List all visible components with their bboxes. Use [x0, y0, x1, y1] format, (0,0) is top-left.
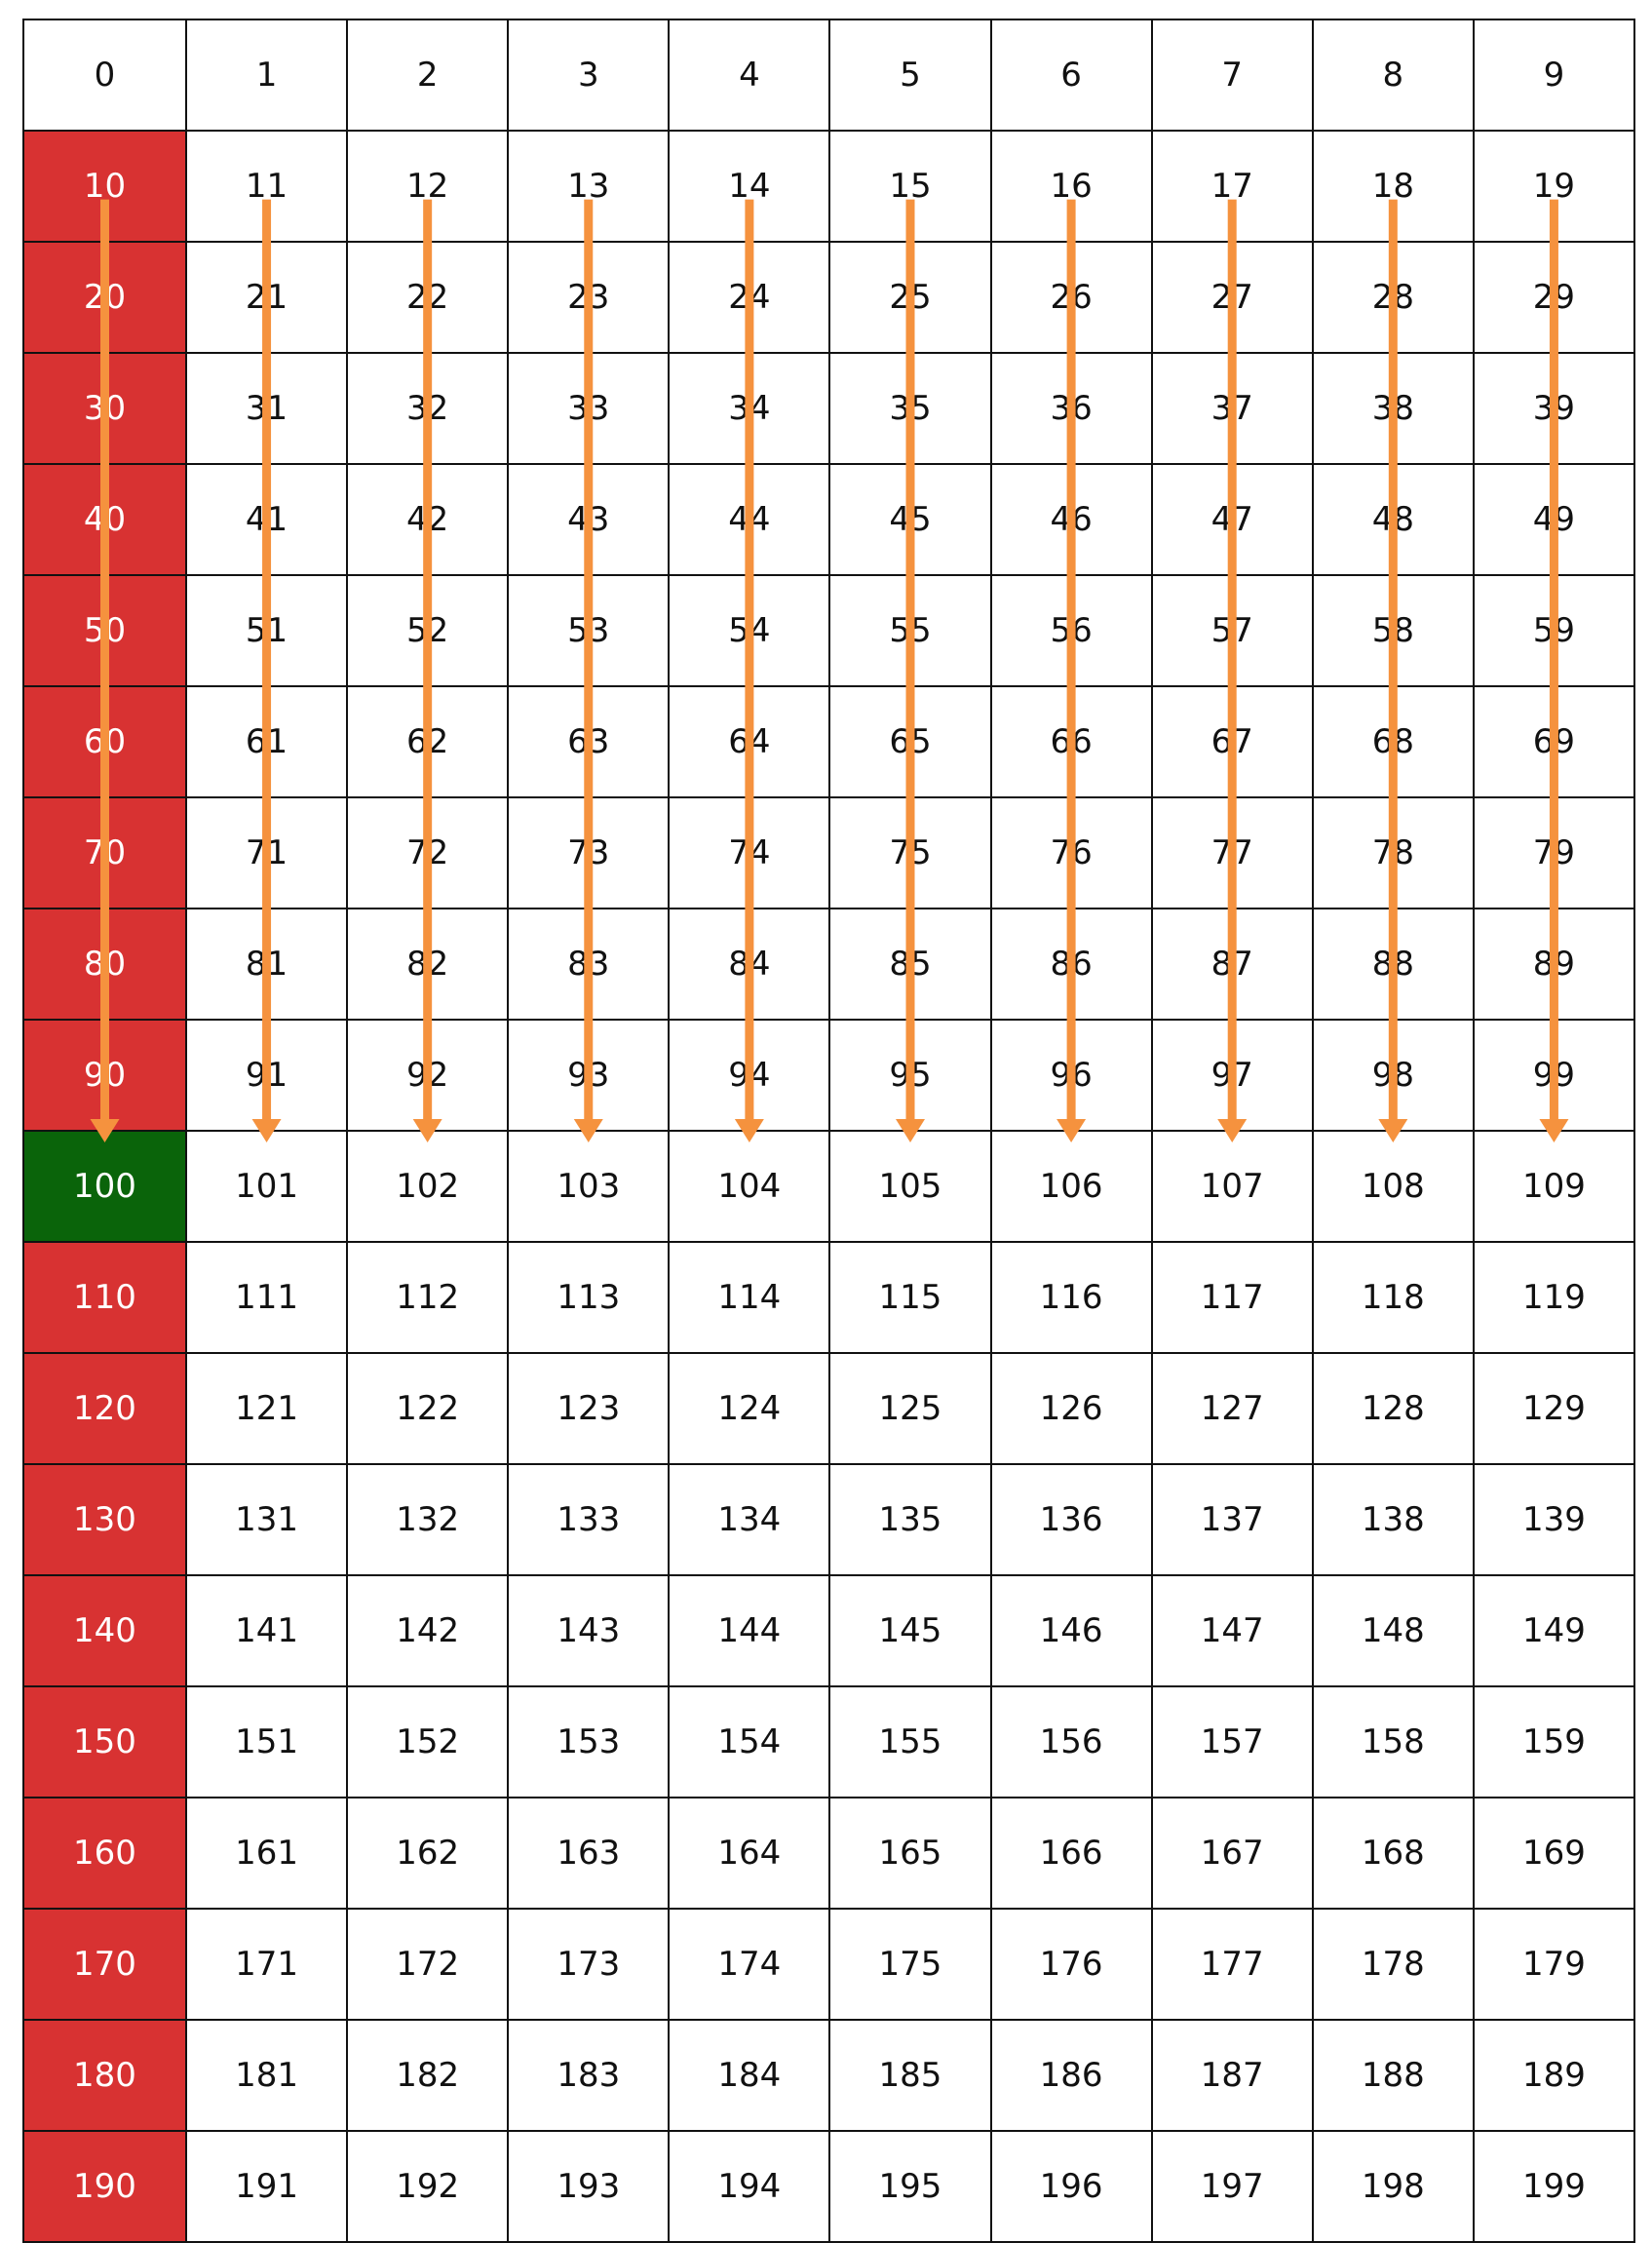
grid-cell: 24	[669, 242, 829, 353]
grid-cell: 99	[1474, 1020, 1634, 1131]
grid-cell: 72	[347, 797, 508, 909]
grid-cell: 152	[347, 1686, 508, 1798]
grid-row	[23, 686, 1634, 797]
grid-cell: 55	[829, 575, 990, 686]
grid-cell: 147	[1152, 1575, 1313, 1686]
grid-cell: 95	[829, 1020, 990, 1131]
grid-cell: 65	[829, 686, 990, 797]
grid-row	[23, 131, 1634, 242]
decade-cell: 40	[23, 464, 186, 575]
grid-cell: 191	[186, 2131, 347, 2242]
decade-cell: 50	[23, 575, 186, 686]
grid-cell: 32	[347, 353, 508, 464]
grid-cell: 66	[991, 686, 1152, 797]
grid-cell: 102	[347, 1131, 508, 1242]
grid-cell: 173	[508, 1909, 669, 2020]
grid-cell: 11	[186, 131, 347, 242]
grid-cell: 155	[829, 1686, 990, 1798]
grid-cell: 7	[1152, 19, 1313, 131]
decade-cell: 60	[23, 686, 186, 797]
grid-cell: 64	[669, 686, 829, 797]
grid-cell: 196	[991, 2131, 1152, 2242]
grid-header-row	[23, 19, 1634, 131]
grid-cell: 158	[1313, 1686, 1474, 1798]
grid-cell: 183	[508, 2020, 669, 2131]
grid-cell: 19	[1474, 131, 1634, 242]
grid-cell: 54	[669, 575, 829, 686]
grid-cell: 153	[508, 1686, 669, 1798]
grid-row	[23, 2020, 1634, 2131]
grid-cell: 169	[1474, 1798, 1634, 1909]
grid-cell: 194	[669, 2131, 829, 2242]
grid-cell: 58	[1313, 575, 1474, 686]
grid-row	[23, 1020, 1634, 1131]
grid-cell: 21	[186, 242, 347, 353]
grid-cell: 136	[991, 1464, 1152, 1575]
grid-cell: 76	[991, 797, 1152, 909]
grid-cell: 199	[1474, 2131, 1634, 2242]
grid-cell: 133	[508, 1464, 669, 1575]
grid-cell: 87	[1152, 909, 1313, 1020]
decade-cell: 20	[23, 242, 186, 353]
grid-cell: 187	[1152, 2020, 1313, 2131]
grid-cell: 91	[186, 1020, 347, 1131]
grid-cell: 122	[347, 1353, 508, 1464]
decade-cell: 170	[23, 1909, 186, 2020]
grid-cell: 18	[1313, 131, 1474, 242]
grid-cell: 43	[508, 464, 669, 575]
grid-cell: 154	[669, 1686, 829, 1798]
grid-cell: 107	[1152, 1131, 1313, 1242]
grid-cell: 82	[347, 909, 508, 1020]
grid-cell: 174	[669, 1909, 829, 2020]
grid-cell: 1	[186, 19, 347, 131]
decade-cell: 120	[23, 1353, 186, 1464]
grid-cell: 75	[829, 797, 990, 909]
grid-cell: 145	[829, 1575, 990, 1686]
grid-row	[23, 797, 1634, 909]
grid-cell: 97	[1152, 1020, 1313, 1131]
grid-cell: 166	[991, 1798, 1152, 1909]
grid-cell: 116	[991, 1242, 1152, 1353]
grid-cell: 121	[186, 1353, 347, 1464]
grid-cell: 57	[1152, 575, 1313, 686]
grid-cell: 132	[347, 1464, 508, 1575]
grid-cell: 89	[1474, 909, 1634, 1020]
grid-cell: 78	[1313, 797, 1474, 909]
number-grid-body	[23, 19, 1634, 2242]
grid-cell: 12	[347, 131, 508, 242]
grid-cell: 23	[508, 242, 669, 353]
grid-cell: 193	[508, 2131, 669, 2242]
grid-cell: 164	[669, 1798, 829, 1909]
grid-cell: 93	[508, 1020, 669, 1131]
grid-row	[23, 909, 1634, 1020]
grid-cell: 5	[829, 19, 990, 131]
grid-cell: 46	[991, 464, 1152, 575]
grid-cell: 135	[829, 1464, 990, 1575]
grid-cell: 14	[669, 131, 829, 242]
decade-cell: 150	[23, 1686, 186, 1798]
grid-cell: 45	[829, 464, 990, 575]
grid-cell: 3	[508, 19, 669, 131]
grid-cell: 127	[1152, 1353, 1313, 1464]
grid-row	[23, 1909, 1634, 2020]
grid-cell: 92	[347, 1020, 508, 1131]
grid-cell: 47	[1152, 464, 1313, 575]
grid-cell: 79	[1474, 797, 1634, 909]
grid-cell: 138	[1313, 1464, 1474, 1575]
grid-cell: 144	[669, 1575, 829, 1686]
grid-cell: 159	[1474, 1686, 1634, 1798]
grid-cell: 197	[1152, 2131, 1313, 2242]
grid-cell: 189	[1474, 2020, 1634, 2131]
grid-row	[23, 1131, 1634, 1242]
grid-cell: 175	[829, 1909, 990, 2020]
number-grid	[22, 19, 1635, 2243]
grid-cell: 125	[829, 1353, 990, 1464]
grid-cell: 177	[1152, 1909, 1313, 2020]
grid-cell: 49	[1474, 464, 1634, 575]
grid-cell: 157	[1152, 1686, 1313, 1798]
grid-cell: 163	[508, 1798, 669, 1909]
grid-cell: 167	[1152, 1798, 1313, 1909]
grid-cell: 162	[347, 1798, 508, 1909]
grid-cell: 22	[347, 242, 508, 353]
grid-cell: 151	[186, 1686, 347, 1798]
grid-cell: 86	[991, 909, 1152, 1020]
grid-cell: 104	[669, 1131, 829, 1242]
grid-cell: 83	[508, 909, 669, 1020]
grid-cell: 17	[1152, 131, 1313, 242]
grid-cell: 63	[508, 686, 669, 797]
grid-cell: 148	[1313, 1575, 1474, 1686]
hundreds-chart	[22, 19, 1635, 2216]
grid-cell: 131	[186, 1464, 347, 1575]
grid-cell: 73	[508, 797, 669, 909]
grid-cell: 176	[991, 1909, 1152, 2020]
grid-cell: 171	[186, 1909, 347, 2020]
grid-cell: 35	[829, 353, 990, 464]
grid-row	[23, 1798, 1634, 1909]
grid-row	[23, 1353, 1634, 1464]
grid-row	[23, 1464, 1634, 1575]
grid-row	[23, 464, 1634, 575]
grid-cell: 128	[1313, 1353, 1474, 1464]
grid-cell: 28	[1313, 242, 1474, 353]
grid-cell: 106	[991, 1131, 1152, 1242]
grid-cell: 68	[1313, 686, 1474, 797]
grid-cell: 156	[991, 1686, 1152, 1798]
grid-cell: 0	[23, 19, 186, 131]
grid-cell: 139	[1474, 1464, 1634, 1575]
grid-row	[23, 2131, 1634, 2242]
grid-row	[23, 353, 1634, 464]
grid-cell: 85	[829, 909, 990, 1020]
grid-cell: 117	[1152, 1242, 1313, 1353]
grid-cell: 39	[1474, 353, 1634, 464]
decade-cell: 90	[23, 1020, 186, 1131]
grid-row	[23, 1686, 1634, 1798]
grid-cell: 69	[1474, 686, 1634, 797]
grid-cell: 149	[1474, 1575, 1634, 1686]
grid-cell: 98	[1313, 1020, 1474, 1131]
grid-cell: 184	[669, 2020, 829, 2131]
grid-cell: 52	[347, 575, 508, 686]
grid-cell: 36	[991, 353, 1152, 464]
decade-cell: 140	[23, 1575, 186, 1686]
grid-cell: 178	[1313, 1909, 1474, 2020]
grid-cell: 161	[186, 1798, 347, 1909]
grid-cell: 123	[508, 1353, 669, 1464]
grid-cell: 114	[669, 1242, 829, 1353]
grid-cell: 42	[347, 464, 508, 575]
grid-cell: 16	[991, 131, 1152, 242]
grid-cell: 34	[669, 353, 829, 464]
grid-cell: 124	[669, 1353, 829, 1464]
decade-cell: 190	[23, 2131, 186, 2242]
grid-cell: 26	[991, 242, 1152, 353]
grid-cell: 181	[186, 2020, 347, 2131]
grid-cell: 111	[186, 1242, 347, 1353]
grid-cell: 44	[669, 464, 829, 575]
grid-cell: 108	[1313, 1131, 1474, 1242]
grid-cell: 192	[347, 2131, 508, 2242]
grid-cell: 62	[347, 686, 508, 797]
grid-cell: 74	[669, 797, 829, 909]
grid-cell: 165	[829, 1798, 990, 1909]
grid-cell: 109	[1474, 1131, 1634, 1242]
grid-cell: 53	[508, 575, 669, 686]
grid-cell: 6	[991, 19, 1152, 131]
grid-row	[23, 242, 1634, 353]
grid-cell: 4	[669, 19, 829, 131]
grid-cell: 38	[1313, 353, 1474, 464]
grid-cell: 103	[508, 1131, 669, 1242]
grid-cell: 59	[1474, 575, 1634, 686]
decade-cell: 10	[23, 131, 186, 242]
grid-cell: 186	[991, 2020, 1152, 2131]
grid-row	[23, 575, 1634, 686]
grid-cell: 61	[186, 686, 347, 797]
decade-cell: 130	[23, 1464, 186, 1575]
grid-cell: 96	[991, 1020, 1152, 1131]
grid-cell: 33	[508, 353, 669, 464]
grid-cell: 84	[669, 909, 829, 1020]
grid-cell: 94	[669, 1020, 829, 1131]
grid-cell: 182	[347, 2020, 508, 2131]
grid-cell: 195	[829, 2131, 990, 2242]
decade-cell: 180	[23, 2020, 186, 2131]
decade-cell: 70	[23, 797, 186, 909]
grid-cell: 112	[347, 1242, 508, 1353]
grid-cell: 41	[186, 464, 347, 575]
grid-cell: 143	[508, 1575, 669, 1686]
grid-cell: 15	[829, 131, 990, 242]
grid-row	[23, 1575, 1634, 1686]
grid-cell: 198	[1313, 2131, 1474, 2242]
grid-cell: 88	[1313, 909, 1474, 1020]
grid-cell: 188	[1313, 2020, 1474, 2131]
grid-cell: 9	[1474, 19, 1634, 131]
grid-cell: 129	[1474, 1353, 1634, 1464]
hundred-cell: 100	[23, 1131, 186, 1242]
grid-cell: 71	[186, 797, 347, 909]
grid-cell: 172	[347, 1909, 508, 2020]
grid-cell: 134	[669, 1464, 829, 1575]
grid-row	[23, 1242, 1634, 1353]
grid-cell: 13	[508, 131, 669, 242]
grid-cell: 67	[1152, 686, 1313, 797]
grid-cell: 179	[1474, 1909, 1634, 2020]
grid-cell: 126	[991, 1353, 1152, 1464]
grid-cell: 119	[1474, 1242, 1634, 1353]
decade-cell: 30	[23, 353, 186, 464]
grid-cell: 141	[186, 1575, 347, 1686]
grid-cell: 77	[1152, 797, 1313, 909]
grid-cell: 27	[1152, 242, 1313, 353]
grid-cell: 25	[829, 242, 990, 353]
grid-cell: 115	[829, 1242, 990, 1353]
grid-cell: 37	[1152, 353, 1313, 464]
grid-cell: 2	[347, 19, 508, 131]
grid-cell: 142	[347, 1575, 508, 1686]
decade-cell: 160	[23, 1798, 186, 1909]
grid-cell: 56	[991, 575, 1152, 686]
grid-cell: 137	[1152, 1464, 1313, 1575]
grid-cell: 146	[991, 1575, 1152, 1686]
grid-cell: 101	[186, 1131, 347, 1242]
grid-cell: 81	[186, 909, 347, 1020]
grid-cell: 105	[829, 1131, 990, 1242]
grid-cell: 8	[1313, 19, 1474, 131]
grid-cell: 185	[829, 2020, 990, 2131]
decade-cell: 110	[23, 1242, 186, 1353]
grid-cell: 31	[186, 353, 347, 464]
grid-cell: 29	[1474, 242, 1634, 353]
grid-cell: 118	[1313, 1242, 1474, 1353]
grid-cell: 168	[1313, 1798, 1474, 1909]
grid-cell: 48	[1313, 464, 1474, 575]
decade-cell: 80	[23, 909, 186, 1020]
grid-cell: 113	[508, 1242, 669, 1353]
grid-cell: 51	[186, 575, 347, 686]
